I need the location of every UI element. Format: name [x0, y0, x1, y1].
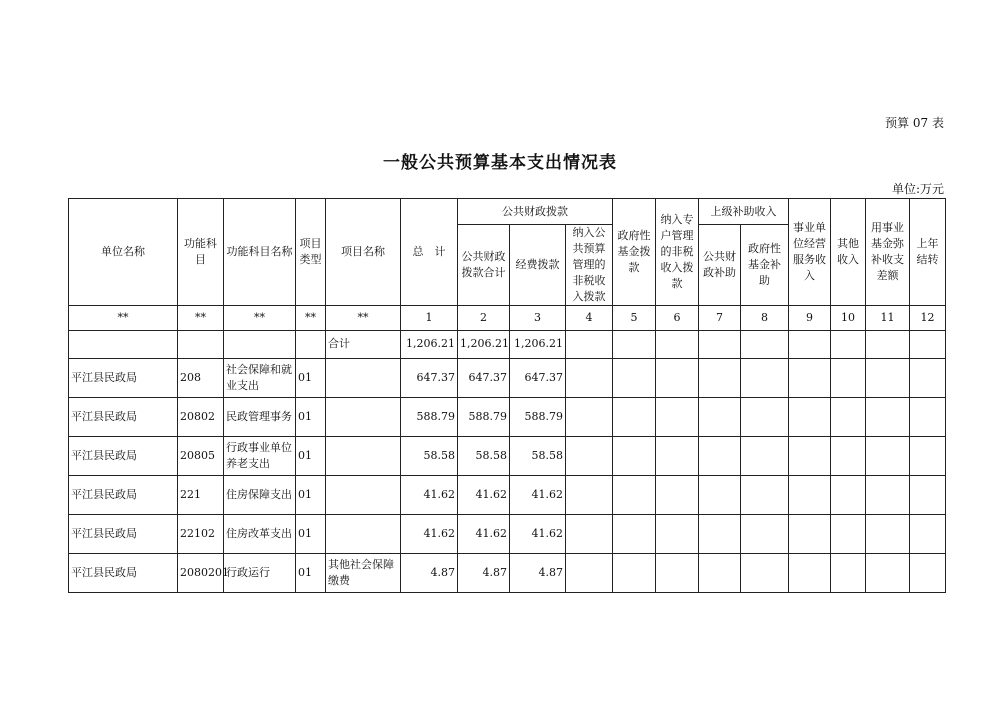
row-func-name: 社会保障和就业支出 — [224, 358, 296, 397]
index-cell: 11 — [866, 305, 910, 330]
row-public-total: 41.62 — [458, 475, 510, 514]
header-expense: 经费拨款 — [510, 225, 566, 306]
row-total: 58.58 — [401, 436, 458, 475]
row-unit: 平江县民政局 — [69, 475, 178, 514]
row-total: 41.62 — [401, 514, 458, 553]
total-expense: 1,206.21 — [510, 330, 566, 358]
index-cell: 2 — [458, 305, 510, 330]
table-row — [69, 397, 946, 436]
data-rows — [69, 358, 946, 592]
index-cell: ** — [178, 305, 224, 330]
header-func-name: 功能科目名称 — [224, 199, 296, 306]
index-cell: 10 — [831, 305, 866, 330]
table-row — [69, 358, 946, 397]
row-expense: 647.37 — [510, 358, 566, 397]
unit-label: 单位:万元 — [891, 182, 944, 196]
row-proj-name — [326, 475, 401, 514]
row-func-code: 208 — [178, 358, 224, 397]
total-label: 合计 — [326, 330, 401, 358]
row-proj-type: 01 — [296, 475, 326, 514]
row-unit: 平江县民政局 — [69, 436, 178, 475]
row-expense: 41.62 — [510, 514, 566, 553]
table-row — [69, 436, 946, 475]
row-proj-name — [326, 514, 401, 553]
table-row — [69, 553, 946, 592]
row-func-code: 20805 — [178, 436, 224, 475]
header-business-income: 事业单位经营服务收入 — [789, 199, 831, 306]
row-total: 41.62 — [401, 475, 458, 514]
row-proj-name — [326, 358, 401, 397]
row-total: 4.87 — [401, 553, 458, 592]
row-expense: 588.79 — [510, 397, 566, 436]
total-public: 1,206.21 — [458, 330, 510, 358]
header-public-subsidy: 公共财政补助 — [699, 225, 741, 306]
header-public-finance: 公共财政拨款 — [458, 199, 613, 225]
index-cell: 12 — [910, 305, 946, 330]
header-other-income: 其他收入 — [831, 199, 866, 306]
budget-table — [68, 198, 946, 593]
row-unit: 平江县民政局 — [69, 514, 178, 553]
row-func-name: 民政管理事务 — [224, 397, 296, 436]
total-row — [69, 330, 946, 358]
header-row-1 — [69, 199, 946, 225]
total-value: 1,206.21 — [401, 330, 458, 358]
row-public-total: 41.62 — [458, 514, 510, 553]
index-cell: 9 — [789, 305, 831, 330]
row-proj-type: 01 — [296, 358, 326, 397]
row-public-total: 4.87 — [458, 553, 510, 592]
row-func-name: 住房改革支出 — [224, 514, 296, 553]
index-cell: ** — [224, 305, 296, 330]
row-public-total: 58.58 — [458, 436, 510, 475]
row-func-code: 221 — [178, 475, 224, 514]
row-total: 588.79 — [401, 397, 458, 436]
table-row — [69, 514, 946, 553]
index-cell: 1 — [401, 305, 458, 330]
index-cell: 3 — [510, 305, 566, 330]
index-cell: ** — [69, 305, 178, 330]
row-proj-type: 01 — [296, 397, 326, 436]
row-func-code: 22102 — [178, 514, 224, 553]
header-proj-type: 项目类型 — [296, 199, 326, 306]
row-public-total: 588.79 — [458, 397, 510, 436]
row-proj-name — [326, 436, 401, 475]
row-unit: 平江县民政局 — [69, 358, 178, 397]
row-func-name: 行政事业单位养老支出 — [224, 436, 296, 475]
row-expense: 4.87 — [510, 553, 566, 592]
index-cell: ** — [296, 305, 326, 330]
header-func-code: 功能科目 — [178, 199, 224, 306]
table-row — [69, 475, 946, 514]
header-public-total: 公共财政拨款合计 — [458, 225, 510, 306]
row-expense: 41.62 — [510, 475, 566, 514]
header-carryover: 上年结转 — [910, 199, 946, 306]
row-proj-type: 01 — [296, 553, 326, 592]
index-cell: 6 — [656, 305, 699, 330]
index-cell: 4 — [566, 305, 613, 330]
row-expense: 58.58 — [510, 436, 566, 475]
row-proj-name — [326, 397, 401, 436]
row-proj-type: 01 — [296, 436, 326, 475]
page-title: 一般公共预算基本支出情况表 — [383, 153, 617, 173]
header-gov-fund: 政府性基金拨款 — [613, 199, 656, 306]
header-upper-subsidy: 上级补助收入 — [699, 199, 789, 225]
header-gov-fund-subsidy: 政府性基金补助 — [741, 225, 789, 306]
row-unit: 平江县民政局 — [69, 397, 178, 436]
header-unit-name: 单位名称 — [69, 199, 178, 306]
index-cell: 8 — [741, 305, 789, 330]
header-total: 总 计 — [401, 199, 458, 306]
index-cell: ** — [326, 305, 401, 330]
row-func-name: 行政运行 — [224, 553, 296, 592]
row-proj-name: 其他社会保障缴费 — [326, 553, 401, 592]
row-proj-type: 01 — [296, 514, 326, 553]
row-unit: 平江县民政局 — [69, 553, 178, 592]
row-func-name: 住房保障支出 — [224, 475, 296, 514]
header-fund-supplement: 用事业基金弥补收支差额 — [866, 199, 910, 306]
row-func-code: 2080201 — [178, 553, 224, 592]
index-row — [69, 305, 946, 330]
index-cell: 7 — [699, 305, 741, 330]
row-total: 647.37 — [401, 358, 458, 397]
row-public-total: 647.37 — [458, 358, 510, 397]
header-proj-name: 项目名称 — [326, 199, 401, 306]
index-cell: 5 — [613, 305, 656, 330]
row-func-code: 20802 — [178, 397, 224, 436]
header-nontax-in-budget: 纳入公共预算管理的非税收入拨款 — [566, 225, 613, 306]
form-number: 预算 07 表 — [885, 116, 944, 130]
header-special-account: 纳入专户管理的非税收入拨款 — [656, 199, 699, 306]
